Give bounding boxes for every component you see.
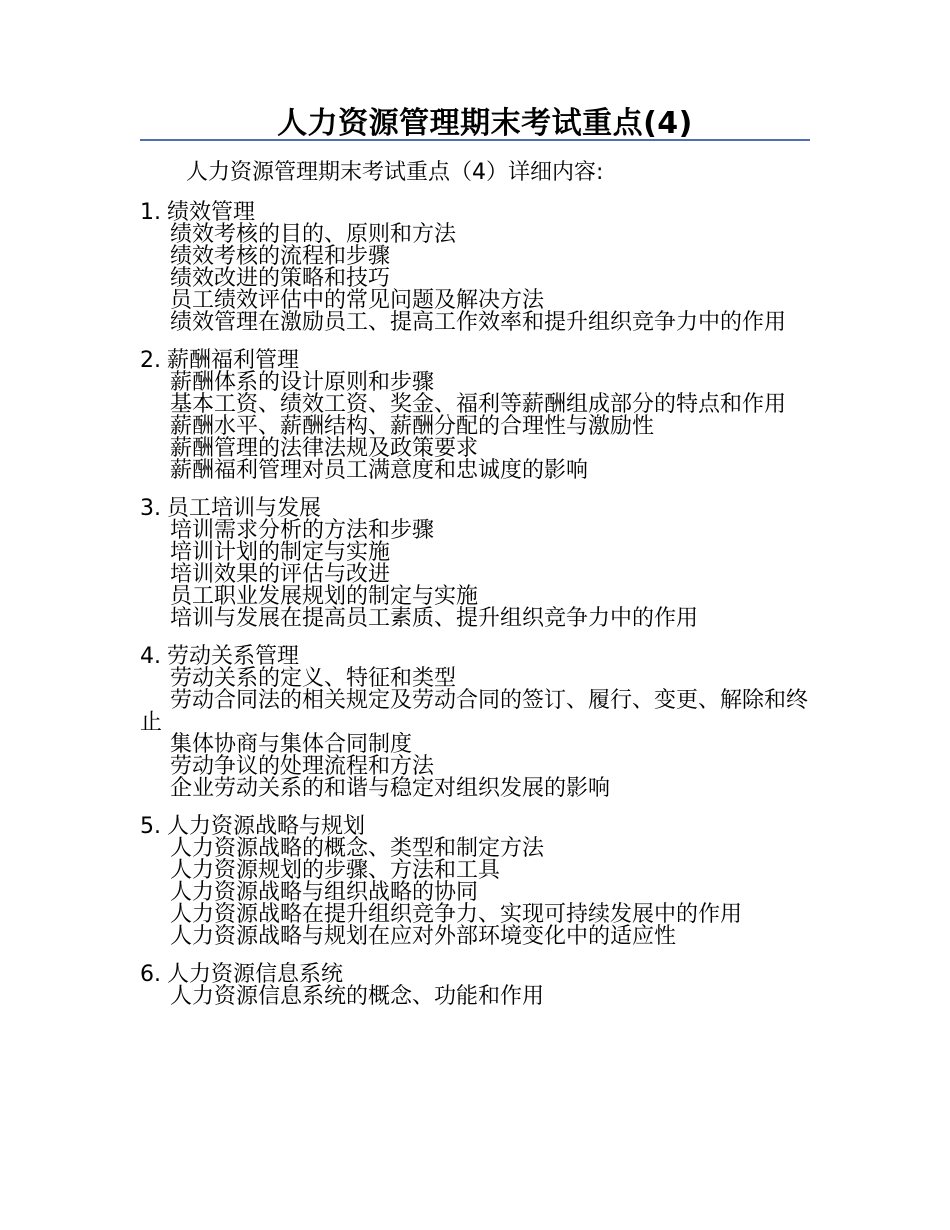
list-item: 人力资源规划的步骤、方法和工具 [170,858,501,883]
list-item: 薪酬体系的设计原则和步骤 [170,370,435,395]
section-training [140,498,810,630]
list-item: 劳动合同法的相关规定及劳动合同的签订、履行、变更、解除和终止 [140,688,809,735]
list-item: 人力资源战略的概念、类型和制定方法 [170,836,545,861]
title-underline [140,139,810,141]
section-hris [140,964,810,1008]
section-number: 4. [140,644,161,669]
list-item: 员工绩效评估中的常见问题及解决方法 [170,288,545,313]
document-body [140,202,810,1024]
list-item: 基本工资、绩效工资、奖金、福利等薪酬组成部分的特点和作用 [170,392,787,417]
section-number: 2. [140,348,161,373]
section-title: 薪酬福利管理 [167,348,300,373]
section-title: 绩效管理 [167,200,256,225]
list-item: 绩效考核的目的、原则和方法 [170,222,457,247]
section-title: 人力资源信息系统 [167,962,344,987]
section-heading [140,498,810,520]
section-number: 3. [140,496,161,521]
list-item: 人力资源战略在提升组织竞争力、实现可持续发展中的作用 [170,902,743,927]
list-item: 薪酬管理的法律法规及政策要求 [170,436,479,461]
list-item: 绩效改进的策略和技巧 [170,266,391,291]
list-item: 薪酬水平、薪酬结构、薪酬分配的合理性与激励性 [170,414,655,439]
list-item: 劳动争议的处理流程和方法 [170,754,435,779]
intro-text: 人力资源管理期末考试重点（4）详细内容: [186,160,604,185]
list-item: 薪酬福利管理对员工满意度和忠诚度的影响 [170,458,589,483]
list-item: 企业劳动关系的和谐与稳定对组织发展的影响 [170,776,611,801]
section-heading [140,202,810,224]
section-heading [140,964,810,986]
list-item: 绩效考核的流程和步骤 [170,244,391,269]
list-item: 员工职业发展规划的制定与实施 [170,584,479,609]
section-heading [140,646,810,668]
document-title: 人力资源管理期末考试重点(4) [277,106,693,141]
list-item: 培训效果的评估与改进 [170,562,391,587]
list-item: 培训计划的制定与实施 [170,540,391,565]
section-number: 1. [140,200,161,225]
section-number: 6. [140,962,161,987]
section-compensation [140,350,810,482]
list-item: 绩效管理在激励员工、提高工作效率和提升组织竞争力中的作用 [170,310,787,335]
list-item: 集体协商与集体合同制度 [170,732,413,757]
list-item: 人力资源战略与规划在应对外部环境变化中的适应性 [170,924,677,949]
section-title: 劳动关系管理 [167,644,300,669]
section-number: 5. [140,814,161,839]
section-performance [140,202,810,334]
list-item: 人力资源信息系统的概念、功能和作用 [170,984,545,1009]
section-heading [140,816,810,838]
section-title: 员工培训与发展 [167,496,322,521]
list-item: 培训需求分析的方法和步骤 [170,518,435,543]
list-item: 人力资源战略与组织战略的协同 [170,880,479,905]
list-item: 培训与发展在提高员工素质、提升组织竞争力中的作用 [170,606,699,631]
section-heading [140,350,810,372]
section-labor-relations [140,646,810,800]
list-item: 劳动关系的定义、特征和类型 [170,666,457,691]
section-title: 人力资源战略与规划 [167,814,366,839]
section-hr-strategy [140,816,810,948]
